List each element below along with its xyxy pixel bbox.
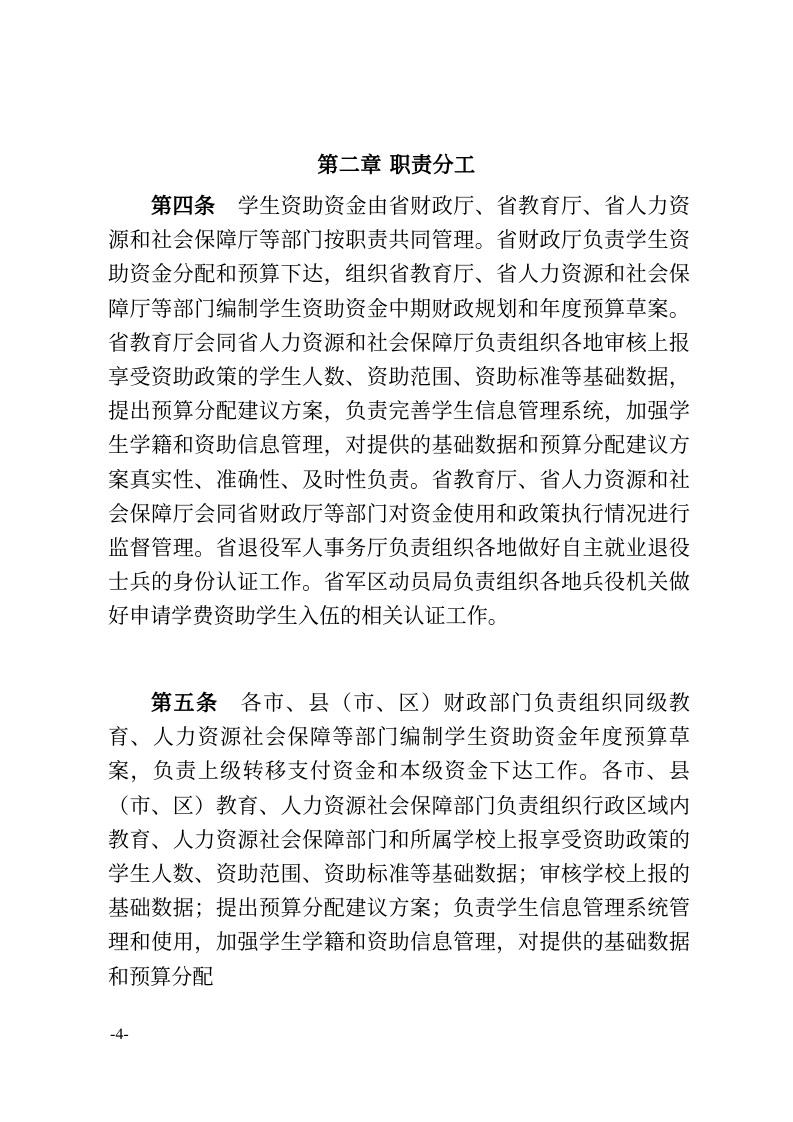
article-4-text: 学生资助资金由省财政厅、省教育厅、省人力资源和社会保障厅等部门按职责共同管理。省财政厅负责学生资助资金分配和预算下达，组织省教育厅、省人力资源和社会保障厅等部门编制学生资助资金中期财政规划和年度预算草案。省教育厅会同省人力资源和社会保障厅负责组织各地审核上报享受资助政策的学生人数、资助范围、资助标准等基础数据，提出预算分配建议方案，负责完善学生信息管理系统，加强学生学籍和资助信息管理，对提供的基础数据和预算分配建议方案真实性、准确性、及时性负责。省教育厅、省人力资源和社会保障厅会同省财政厅等部门对资金使用和政策执行情况进行监督管理。省退役军人事务厅负责组织各地做好自主就业退役士兵的身份认证工作。省军区动员局负责组织各地兵役机关做好申请学费资助学生入伍的相关认证工作。 (108, 194, 690, 629)
article-5-text: 各市、县（市、区）财政部门负责组织同级教育、人力资源社会保障等部门编制学生资助资金年度预算草案，负责上级转移支付资金和本级资金下达工作。各市、县（市、区）教育、人力资源社会保障部门负责组织行政区域内教育、人力资源社会保障部门和所属学校上报享受资助政策的学生人数、资助范围、资助标准等基础数据；审核学校上报的基础数据；提出预算分配建议方案；负责学生信息管理系统管理和使用，加强学生学籍和资助信息管理，对提供的基础数据和预算分配 (108, 691, 690, 989)
article-5 (108, 686, 690, 994)
chapter-title: 第二章 职责分工 (317, 153, 476, 177)
page-number: -4- (110, 1026, 129, 1043)
article-5-label: 第五条 (151, 691, 219, 715)
article-4-label: 第四条 (151, 194, 216, 218)
article-4 (108, 189, 690, 634)
